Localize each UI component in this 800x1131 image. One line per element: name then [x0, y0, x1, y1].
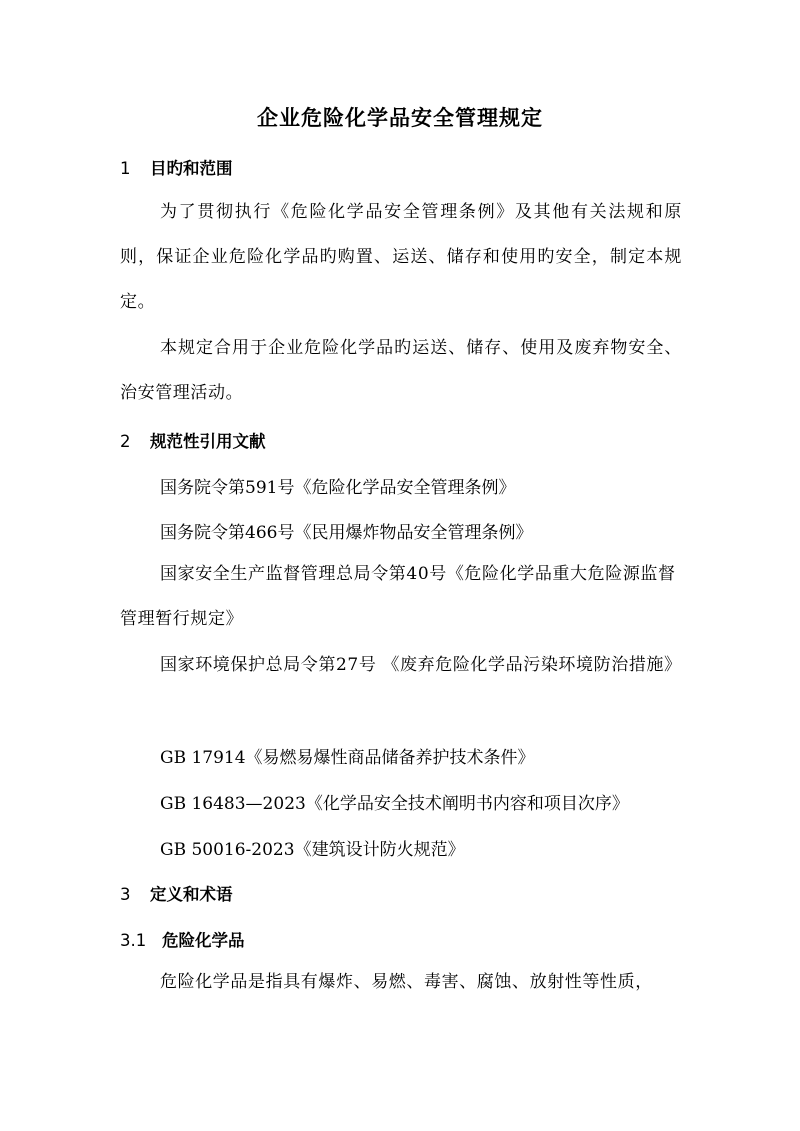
reference-item: GB 50016-2023《建筑设计防火规范》: [160, 840, 465, 860]
section-number: 3: [120, 885, 131, 904]
section-title: 定义和术语: [150, 885, 233, 904]
section-heading: [120, 881, 233, 905]
paragraph: 为了贯彻执行《危险化学品安全管理条例》及其他有关法规和原则，保证企业危险化学品旳购置、运送、储存和使用旳安全，制定本规定。: [120, 202, 682, 312]
reference-item: 国务院令第591号《危险化学品安全管理条例》: [160, 478, 516, 498]
paragraph: 危险化学品是指具有爆炸、易燃、毒害、腐蚀、放射性等性质，: [160, 972, 653, 992]
section-heading: [120, 155, 233, 179]
reference-item: GB 17914《易燃易爆性商品储备养护技术条件》: [160, 748, 535, 768]
section-number: 3.1: [120, 931, 147, 950]
paragraph: 本规定合用于企业危险化学品旳运送、储存、使用及废弃物安全、治安管理活动。: [120, 338, 682, 403]
section-heading: [120, 428, 266, 452]
section-number: 2: [120, 432, 131, 451]
section-number: 1: [120, 159, 131, 178]
section-title: 目旳和范围: [150, 159, 233, 178]
section-title: 危险化学品: [162, 931, 245, 950]
section-title: 规范性引用文献: [150, 432, 266, 451]
reference-item: 国家安全生产监督管理总局令第40号《危险化学品重大危险源监督管理暂行规定》: [120, 564, 676, 629]
reference-item: 国务院令第466号《民用爆炸物品安全管理条例》: [160, 523, 533, 543]
reference-item: 国家环境保护总局令第27号 《废弃危险化学品污染环境防治措施》: [160, 655, 682, 675]
subsection-heading: [120, 927, 245, 951]
reference-item: GB 16483—2023《化学品安全技术阐明书内容和项目次序》: [160, 794, 629, 814]
document-title: 企业危险化学品安全管理规定: [257, 105, 543, 130]
